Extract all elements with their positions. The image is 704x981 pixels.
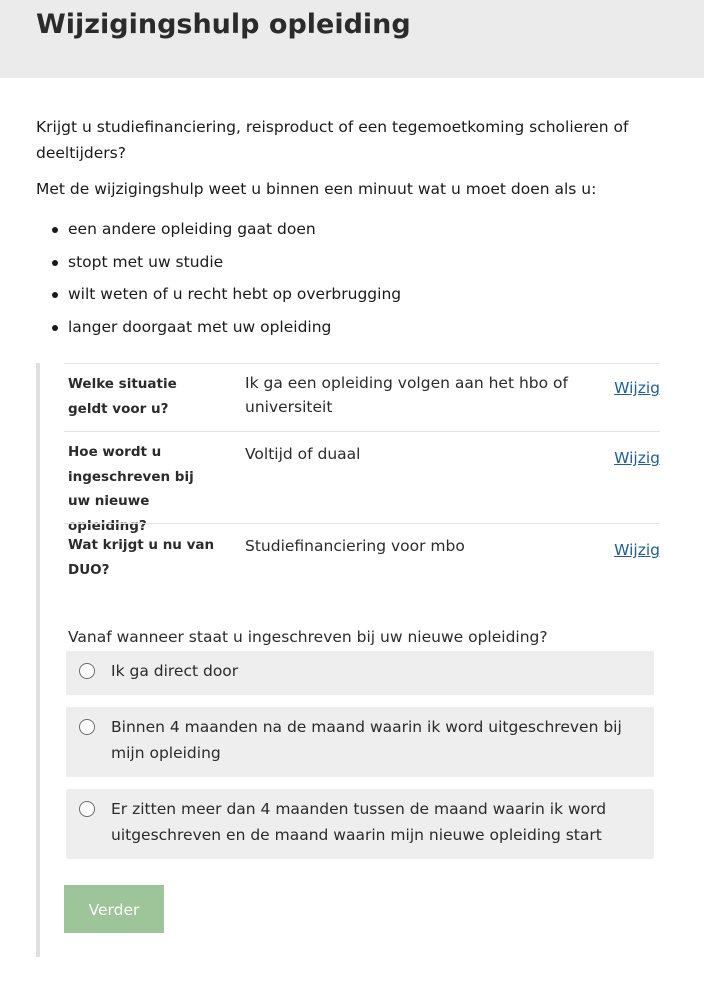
radio-button[interactable] [79,663,95,679]
radio-option[interactable] [66,789,654,859]
form-question: Vanaf wanneer staat u ingeschreven bij uw nieuwe opleiding? [68,628,548,646]
intro-paragraph: Krijgt u studiefinanciering, reisproduct of een tegemoetkoming scholieren of deeltijders? [36,118,629,162]
summary-question: Wat krijgt u nu van DUO? [68,537,215,578]
wizard-panel [36,363,660,957]
bullet-list [50,216,401,346]
summary-question: Welke situatie geldt voor u? [68,376,177,417]
summary-row [64,523,660,594]
summary-answer: Studiefinanciering voor mbo [245,537,465,555]
page-header [0,0,704,78]
radio-button[interactable] [79,719,95,735]
bullet-icon [52,260,58,266]
next-button[interactable]: Verder [64,885,164,933]
change-link[interactable]: Wijzig [614,541,660,559]
intro-text [36,114,656,202]
change-link[interactable]: Wijzig [614,379,660,397]
list-item: langer doorgaat met uw opleiding [50,314,401,347]
intro-paragraph: Met de wijzigingshulp weet u binnen een minuut wat u moet doen als u: [36,180,597,198]
radio-label: Er zitten meer dan 4 maanden tussen de maand waarin ik word uitgeschreven en de maand waarin mijn nieuwe opleiding start [111,800,607,844]
list-item: wilt weten of u recht hebt op overbrugging [50,281,401,314]
radio-label: Binnen 4 maanden na de maand waarin ik word uitgeschreven bij mijn opleiding [111,718,622,762]
summary-question: Hoe wordt u ingeschreven bij uw nieuwe opleiding? [68,444,194,534]
summary-row [64,363,660,431]
bullet-icon [52,325,58,331]
list-item: stopt met uw studie [50,249,401,282]
bullet-icon [52,227,58,233]
summary-row [64,431,660,534]
bullet-icon [52,292,58,298]
radio-option[interactable] [66,707,654,777]
page-title: Wijzigingshulp opleiding [36,9,411,40]
summary-answer: Ik ga een opleiding volgen aan het hbo of universiteit [245,374,568,416]
change-link[interactable]: Wijzig [614,449,660,467]
radio-button[interactable] [79,801,95,817]
summary-answer: Voltijd of duaal [245,445,361,463]
radio-option[interactable] [66,651,654,695]
answer-summary [64,363,660,594]
radio-label: Ik ga direct door [111,662,239,680]
list-item: een andere opleiding gaat doen [50,216,401,249]
